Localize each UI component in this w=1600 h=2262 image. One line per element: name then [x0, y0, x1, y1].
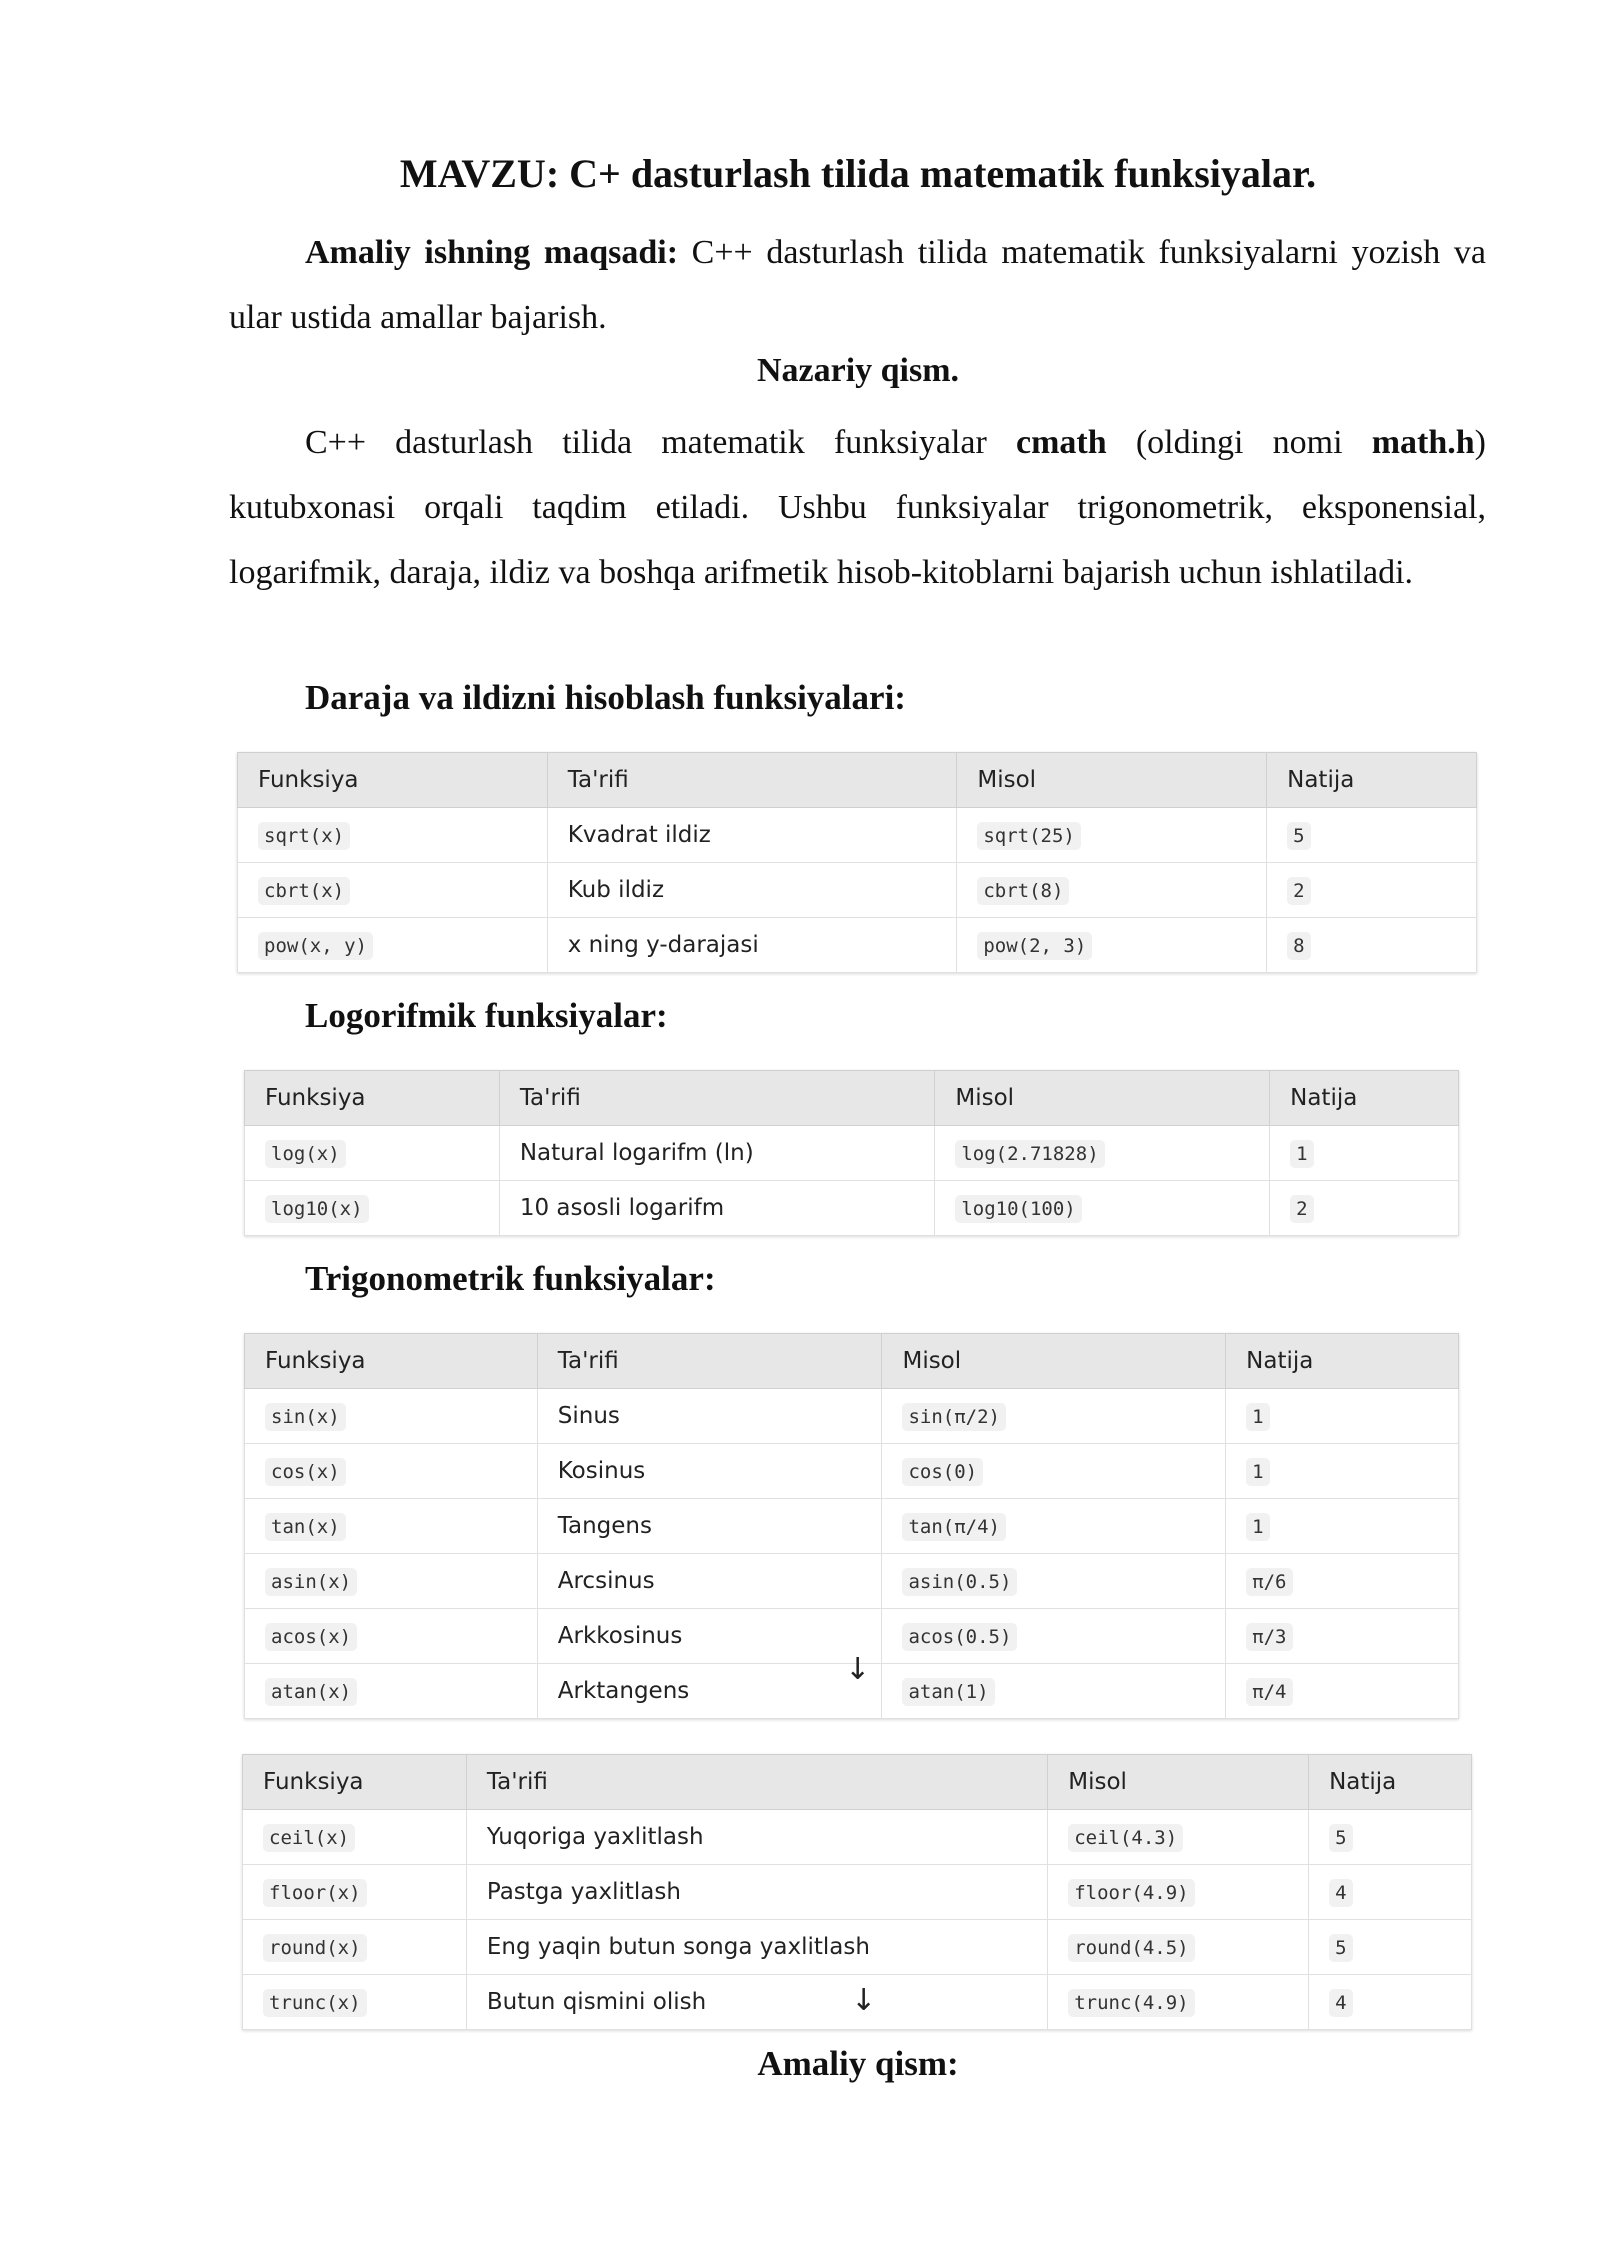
table-row — [245, 1554, 1459, 1609]
function-code: trunc(x) — [263, 1989, 367, 2017]
table-cell: Butun qismini olish — [466, 1975, 1047, 2030]
table-cell — [245, 1181, 500, 1236]
table-cell — [1226, 1444, 1459, 1499]
column-header: Natija — [1309, 1755, 1472, 1810]
function-code: cbrt(x) — [258, 877, 350, 905]
function-code: tan(x) — [265, 1513, 346, 1541]
table-row — [243, 1920, 1472, 1975]
result-code: 5 — [1329, 1824, 1352, 1852]
table-cell: 10 asosli logarifm — [499, 1181, 935, 1236]
table-cell — [882, 1664, 1226, 1719]
table-cell — [243, 1975, 467, 2030]
table-cell — [935, 1181, 1270, 1236]
table-cell — [882, 1444, 1226, 1499]
table-cell — [957, 808, 1267, 863]
table-header-row — [245, 1071, 1459, 1126]
function-code: cos(x) — [265, 1458, 346, 1486]
table-cell — [1226, 1499, 1459, 1554]
result-code: 2 — [1287, 877, 1310, 905]
result-code: π/4 — [1246, 1678, 1292, 1706]
table-cell — [245, 1609, 538, 1664]
table-cell: Pastga yaxlitlash — [466, 1865, 1047, 1920]
table-row — [245, 1181, 1459, 1236]
example-code: cbrt(8) — [977, 877, 1069, 905]
function-code: log10(x) — [265, 1195, 369, 1223]
practice-heading: Amaliy qism: — [757, 2044, 959, 2083]
example-code: log10(100) — [955, 1195, 1081, 1223]
table-cell — [245, 1444, 538, 1499]
page-title: MAVZU: C+ dasturlash tilida matematik funksiyalar. — [399, 151, 1317, 196]
table-row — [238, 863, 1477, 918]
result-code: 5 — [1329, 1934, 1352, 1962]
table-cell: Arcsinus — [537, 1554, 882, 1609]
table-cell — [935, 1126, 1270, 1181]
table-cell: Eng yaqin butun songa yaxlitlash — [466, 1920, 1047, 1975]
column-header: Misol — [882, 1334, 1226, 1389]
table-cell — [1226, 1609, 1459, 1664]
result-code: 2 — [1290, 1195, 1313, 1223]
arrow-down-icon[interactable]: ↓ — [845, 1652, 871, 1687]
column-header: Ta'rifi — [547, 753, 957, 808]
table-header-row — [245, 1334, 1459, 1389]
section-heading-power: Daraja va ildizni hisoblash funksiyalari: — [305, 678, 906, 717]
table-cell: Natural logarifm (ln) — [499, 1126, 935, 1181]
table-cell: Tangens — [537, 1499, 882, 1554]
column-header: Funksiya — [238, 753, 548, 808]
function-code: ceil(x) — [263, 1824, 355, 1852]
example-code: log(2.71828) — [955, 1140, 1104, 1168]
table-cell: Arktangens — [537, 1664, 882, 1719]
column-header: Ta'rifi — [466, 1755, 1047, 1810]
column-header: Ta'rifi — [537, 1334, 882, 1389]
table-row — [243, 1810, 1472, 1865]
function-code: atan(x) — [265, 1678, 357, 1706]
table-cell — [243, 1810, 467, 1865]
result-code: 8 — [1287, 932, 1310, 960]
table-cell — [1267, 918, 1477, 973]
arrow-down-icon[interactable]: ↓ — [851, 1983, 877, 2018]
table-row — [245, 1444, 1459, 1499]
table-cell — [1270, 1181, 1459, 1236]
intro-bold-mathh: math.h — [1371, 424, 1475, 461]
example-code: sqrt(25) — [977, 822, 1081, 850]
example-code: trunc(4.9) — [1068, 1989, 1194, 2017]
table-cell — [1267, 808, 1477, 863]
section-heading-log: Logorifmik funksiyalar: — [305, 996, 668, 1035]
column-header: Funksiya — [245, 1334, 538, 1389]
table-cell — [245, 1389, 538, 1444]
column-header: Misol — [935, 1071, 1270, 1126]
table-cell — [243, 1865, 467, 1920]
column-header: Misol — [1048, 1755, 1309, 1810]
table-cell — [238, 863, 548, 918]
table-cell — [882, 1499, 1226, 1554]
table-cell — [243, 1920, 467, 1975]
example-code: cos(0) — [902, 1458, 983, 1486]
intro-text-3: ) kutubxonasi orqali taqdim etiladi. Ushbu funksiyalar trigonometrik, eksponensial, logarifmik, daraja, ildiz va boshqa arifmetik hisob-kitoblarni bajarish uchun ishlatiladi. — [229, 424, 1486, 591]
intro-text-1: C++ dasturlash tilida matematik funksiyalar — [305, 424, 1017, 461]
table-cell: Sinus — [537, 1389, 882, 1444]
example-code: sin(π/2) — [902, 1403, 1006, 1431]
table-cell — [238, 918, 548, 973]
table-cell — [1048, 1975, 1309, 2030]
result-code: 4 — [1329, 1879, 1352, 1907]
column-header: Funksiya — [243, 1755, 467, 1810]
intro-bold-cmath: cmath — [1016, 424, 1107, 461]
table-cell: Kub ildiz — [547, 863, 957, 918]
table-header-row — [238, 753, 1477, 808]
result-code: 1 — [1246, 1513, 1269, 1541]
intro-text-2: (oldingi nomi — [1106, 424, 1372, 461]
table-cell — [1309, 1920, 1472, 1975]
column-header: Natija — [1270, 1071, 1459, 1126]
section-heading-trig: Trigonometrik funksiyalar: — [305, 1259, 716, 1298]
table-logarithmic — [244, 1070, 1459, 1236]
table-cell — [882, 1609, 1226, 1664]
table-cell — [1048, 1810, 1309, 1865]
table-cell — [1309, 1865, 1472, 1920]
table-cell: Yuqoriga yaxlitlash — [466, 1810, 1047, 1865]
table-cell — [1270, 1126, 1459, 1181]
example-code: asin(0.5) — [902, 1568, 1017, 1596]
table-cell — [1226, 1664, 1459, 1719]
example-code: round(4.5) — [1068, 1934, 1194, 1962]
column-header: Ta'rifi — [499, 1071, 935, 1126]
table-cell — [882, 1554, 1226, 1609]
table-cell — [245, 1499, 538, 1554]
column-header: Natija — [1267, 753, 1477, 808]
table-cell — [957, 863, 1267, 918]
column-header: Funksiya — [245, 1071, 500, 1126]
result-code: π/6 — [1246, 1568, 1292, 1596]
table-row — [245, 1126, 1459, 1181]
result-code: 5 — [1287, 822, 1310, 850]
table-cell — [238, 808, 548, 863]
function-code: floor(x) — [263, 1879, 367, 1907]
function-code: sin(x) — [265, 1403, 346, 1431]
example-code: pow(2, 3) — [977, 932, 1092, 960]
function-code: asin(x) — [265, 1568, 357, 1596]
table-cell: Arkkosinus — [537, 1609, 882, 1664]
table-cell — [245, 1664, 538, 1719]
table-cell — [1226, 1389, 1459, 1444]
table-cell: Kosinus — [537, 1444, 882, 1499]
function-code: log(x) — [265, 1140, 346, 1168]
example-code: atan(1) — [902, 1678, 994, 1706]
function-code: acos(x) — [265, 1623, 357, 1651]
function-code: pow(x, y) — [258, 932, 373, 960]
goal-text: C++ dasturlash tilida matematik funksiyalarni yozish va ular ustida amallar bajarish. — [229, 234, 1486, 336]
intro-paragraph — [229, 410, 1486, 605]
result-code: 1 — [1246, 1458, 1269, 1486]
example-code: tan(π/4) — [902, 1513, 1006, 1541]
result-code: π/3 — [1246, 1623, 1292, 1651]
table-cell — [245, 1126, 500, 1181]
function-code: round(x) — [263, 1934, 367, 1962]
column-header: Misol — [957, 753, 1267, 808]
result-code: 4 — [1329, 1989, 1352, 2017]
table-cell — [957, 918, 1267, 973]
goal-paragraph — [229, 220, 1486, 350]
result-code: 1 — [1290, 1140, 1313, 1168]
table-header-row — [243, 1755, 1472, 1810]
table-cell — [1309, 1975, 1472, 2030]
table-cell — [882, 1389, 1226, 1444]
example-code: ceil(4.3) — [1068, 1824, 1183, 1852]
example-code: floor(4.9) — [1068, 1879, 1194, 1907]
example-code: acos(0.5) — [902, 1623, 1017, 1651]
table-power-root — [237, 752, 1477, 973]
column-header: Natija — [1226, 1334, 1459, 1389]
table-cell — [1048, 1865, 1309, 1920]
table-row — [245, 1389, 1459, 1444]
goal-label: Amaliy ishning maqsadi: — [305, 234, 679, 271]
result-code: 1 — [1246, 1403, 1269, 1431]
theory-heading: Nazariy qism. — [756, 352, 960, 389]
table-cell: x ning y-darajasi — [547, 918, 957, 973]
table-cell — [1267, 863, 1477, 918]
table-row — [245, 1499, 1459, 1554]
table-cell — [1226, 1554, 1459, 1609]
table-cell: Kvadrat ildiz — [547, 808, 957, 863]
table-row — [238, 918, 1477, 973]
table-cell — [1048, 1920, 1309, 1975]
table-cell — [1309, 1810, 1472, 1865]
table-cell — [245, 1554, 538, 1609]
function-code: sqrt(x) — [258, 822, 350, 850]
table-row — [243, 1865, 1472, 1920]
table-row — [238, 808, 1477, 863]
